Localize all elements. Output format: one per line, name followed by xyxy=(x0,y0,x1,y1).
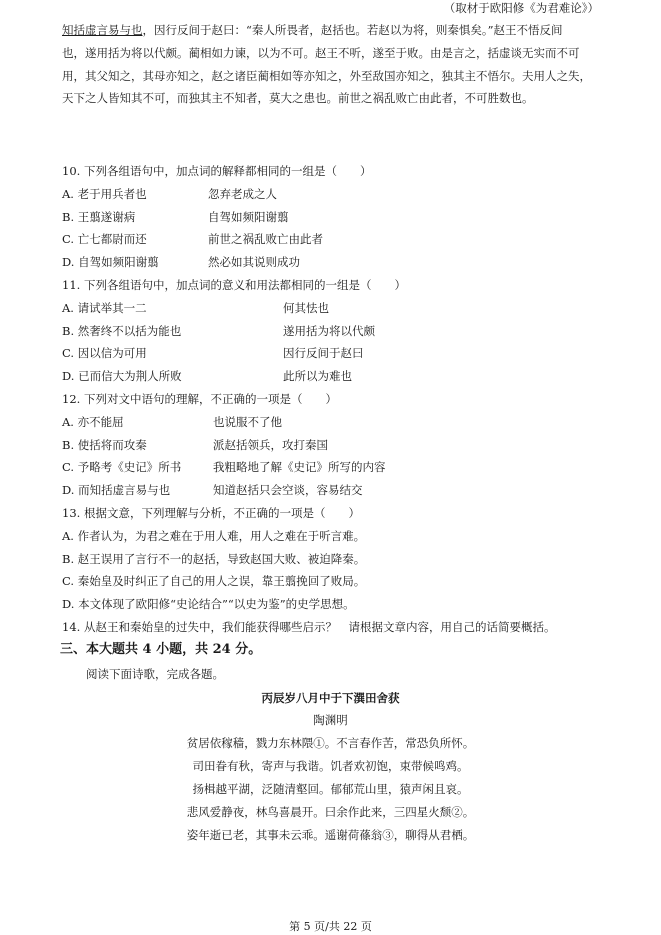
option-left: C. 亡七都尉而还 xyxy=(62,232,147,247)
option-left: A. 老于用兵者也 xyxy=(62,186,147,201)
passage-text: 用，其父知之，其母亦知之，赵之诸臣蔺相如等亦知之，外至敌国亦知之，独其主不悟尔。夫用人之失， xyxy=(62,68,591,83)
question-stem: 10. 下列各组语句中，加点词的解释都相同的一组是（ ） xyxy=(62,164,372,178)
page-number: 第 5 页/共 22 页 xyxy=(289,920,372,933)
poem-line: 贫居依稼穑，戮力东林隈①。不言春作苦，常恐负所怀。 xyxy=(186,735,475,750)
option-left: C. 因以信为可用 xyxy=(62,346,147,361)
instruction: 阅读下面诗歌，完成各题。 xyxy=(86,666,224,681)
passage-line xyxy=(62,68,591,84)
option-left: B. 王翦遂谢病 xyxy=(62,209,136,224)
option-right: 遂用括为将以代颇 xyxy=(283,323,375,338)
option-left: B. 使括将而攻秦 xyxy=(62,437,147,452)
poem-line: 姿年逝已老，其事未云乖。遥谢荷蓧翁③，聊得从君栖。 xyxy=(186,827,475,842)
option-right: 知道赵括只会空谈，容易结交 xyxy=(213,483,363,498)
poem-line: 扬楫越平湖，泛随清壑回。郁郁荒山里，猿声闲且哀。 xyxy=(192,781,469,796)
passage-text: 天下之人皆知其不可，而独其主不知者，莫大之患也。前世之祸乱败亡由此者，不可胜数也。 xyxy=(62,91,534,106)
question-stem: 11. 下列各组语句中，加点词的意义和用法都相同的一组是（ ） xyxy=(62,278,406,292)
passage-line xyxy=(62,45,580,61)
passage-line xyxy=(62,22,563,38)
section-heading: 三、本大题共 4 小题，共 24 分。 xyxy=(60,641,262,657)
poem-line: 司田眷有秋，寄声与我谐。饥者欢初饱，束带候鸣鸡。 xyxy=(192,758,469,773)
passage-line xyxy=(62,90,534,106)
question-stem: 12. 下列对文中语句的理解，不正确的一项是（ ） xyxy=(62,392,337,406)
option-right: 因行反间于赵曰 xyxy=(283,346,364,361)
option-right: 我粗略地了解《史记》所写的内容 xyxy=(213,460,386,475)
poem-line: 悲风爱静夜，林鸟喜晨开。曰余作此来，三四星火颓②。 xyxy=(186,804,475,819)
option-left: B. 赵王误用了言行不一的赵括，导致赵国大败、被迫降秦。 xyxy=(62,551,366,566)
option-right: 派赵括领兵，攻打秦国 xyxy=(213,437,328,452)
option-left: C. 秦始皇及时纠正了自己的用人之误，靠王翦挽回了败局。 xyxy=(62,574,366,589)
passage-text: 也，遂用括为将以代颇。蔺相如力谏，以为不可。赵王不听，遂至于败。由是言之，括虚谈无实而不可 xyxy=(62,45,580,60)
passage-source: （取材于欧阳修《为君难论》） xyxy=(443,1,599,15)
question-stem: 13. 根据文意，下列理解与分析，不正确的一项是（ ） xyxy=(62,506,360,520)
question-stem: 14. 从赵王和秦始皇的过失中，我们能获得哪些启示？ 请根据文章内容，用自己的话简要概括。 xyxy=(62,620,556,634)
option-left: A. 作者认为，为君之难在于用人难，用人之难在于听言难。 xyxy=(62,528,366,543)
option-right: 忽弃老成之人 xyxy=(208,186,277,201)
option-right: 也说服不了他 xyxy=(213,414,282,429)
poem-title: 丙辰岁八月中于下潠田舍获 xyxy=(261,690,400,705)
option-right: 何其怯也 xyxy=(283,300,329,315)
option-right: 然必如其说则成功 xyxy=(208,255,300,270)
option-left: D. 而知括虚言易与也 xyxy=(62,483,171,498)
option-right: 此所以为难也 xyxy=(283,369,352,384)
option-left: C. 予略考《史记》所书 xyxy=(62,460,182,475)
poem-author: 陶渊明 xyxy=(313,712,348,727)
passage-text: ，因行反间于赵曰：“秦人所畏者，赵括也。若赵以为将，则秦惧矣。”赵王不悟反间 xyxy=(142,23,563,37)
option-left: B. 然奢终不以括为能也 xyxy=(62,323,182,338)
option-left: A. 亦不能屈 xyxy=(62,414,124,429)
option-right: 自驾如频阳谢翦 xyxy=(208,209,289,224)
option-left: A. 请试举其一二 xyxy=(62,300,147,315)
underlined-phrase: 知括虚言易与也 xyxy=(62,23,143,37)
option-left: D. 自驾如频阳谢翦 xyxy=(62,255,159,270)
option-right: 前世之祸乱败亡由此者 xyxy=(208,232,323,247)
option-left: D. 已而信大为荆人所败 xyxy=(62,369,182,384)
option-left: D. 本文体现了欧阳修“史论结合”“以史为鉴”的史学思想。 xyxy=(62,597,355,612)
